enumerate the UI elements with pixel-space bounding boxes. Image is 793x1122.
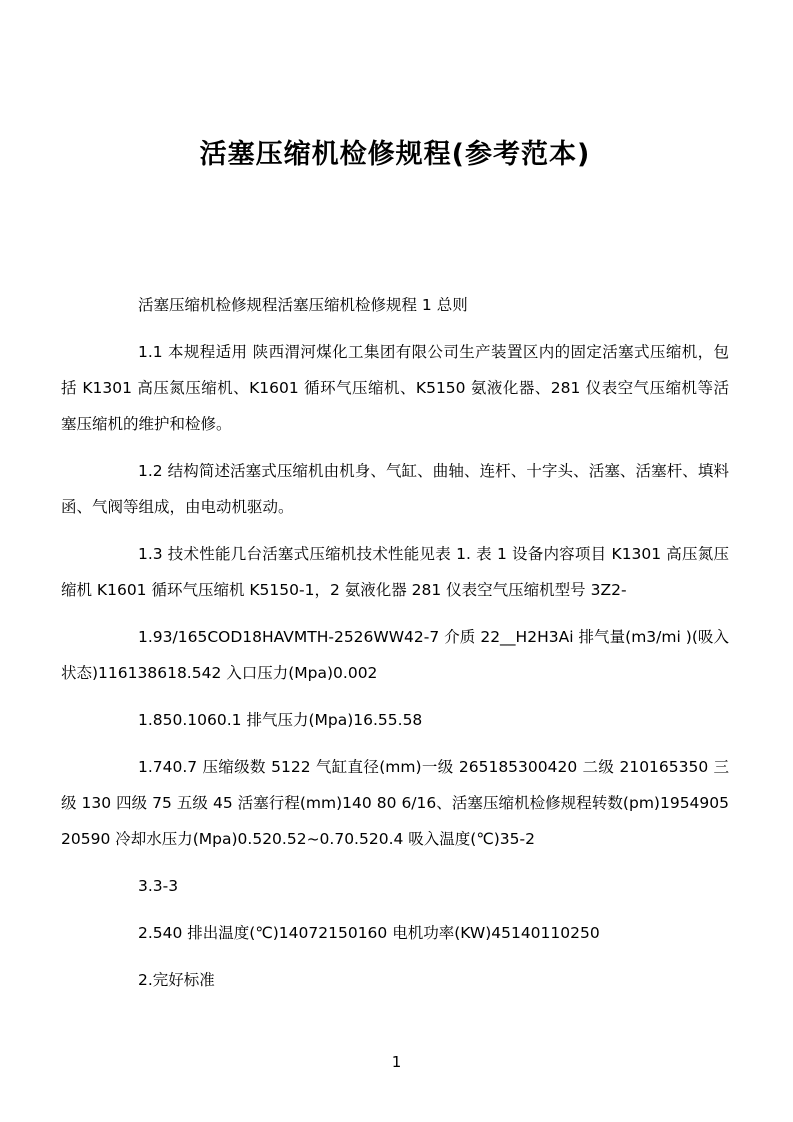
paragraph-general-heading: 活塞压缩机检修规程活塞压缩机检修规程 1 总则 bbox=[138, 296, 468, 314]
paragraph-stages-cylinder: 1.740.7 压缩级数 5122 气缸直径(mm)一级 265185300420 二级 210165350 三级 130 四级 75 五级 45 活塞行程(mm)140 80 6/16、活塞压缩机检修规程转数(pm)195490520590 冷却水压力(Mpa)0.520.52~0.70.520.4 吸入温度(℃)35-2 bbox=[61, 758, 729, 848]
paragraph-performance-1-3: 1.3 技术性能几台活塞式压缩机技术性能见表 1. 表 1 设备内容项目 K1301 高压氮压缩机 K1601 循环气压缩机 K5150-1，2 氨液化器 281 仪表空气压缩机型号 3Z2- bbox=[61, 545, 729, 599]
document-body bbox=[61, 287, 729, 998]
paragraph-medium-displacement: 1.93/165COD18HAVMTH-2526WW42-7 介质 22__H2H3Ai 排气量(m3/mi )(吸入状态)116138618.542 入口压力(Mpa)0.002 bbox=[61, 628, 729, 682]
document-title: 活塞压缩机检修规程(参考范本) bbox=[199, 139, 591, 170]
paragraph-discharge-pressure: 1.850.1060.1 排气压力(Mpa)16.55.58 bbox=[138, 711, 423, 729]
paragraph-outlet-temp-motor-power: 2.540 排出温度(℃)14072150160 电机功率(KW)45140110250 bbox=[138, 924, 600, 942]
page-number: 1 bbox=[391, 1053, 402, 1071]
paragraph-structure-1-2: 1.2 结构简述活塞式压缩机由机身、气缸、曲轴、连杆、十字头、活塞、活塞杆、填料函、气阀等组成，由电动机驱动。 bbox=[61, 462, 729, 516]
paragraph-value-3-3: 3.3-3 bbox=[138, 877, 179, 895]
paragraph-intact-standard-heading: 2.完好标准 bbox=[138, 971, 215, 989]
paragraph-scope-1-1: 1.1 本规程适用 陕西渭河煤化工集团有限公司生产装置区内的固定活塞式压缩机，包括 K1301 高压氮压缩机、K1601 循环气压缩机、K5150 氨液化器、281 仪表空气压缩机等活塞压缩机的维护和检修。 bbox=[61, 343, 729, 433]
document-content bbox=[61, 0, 729, 998]
